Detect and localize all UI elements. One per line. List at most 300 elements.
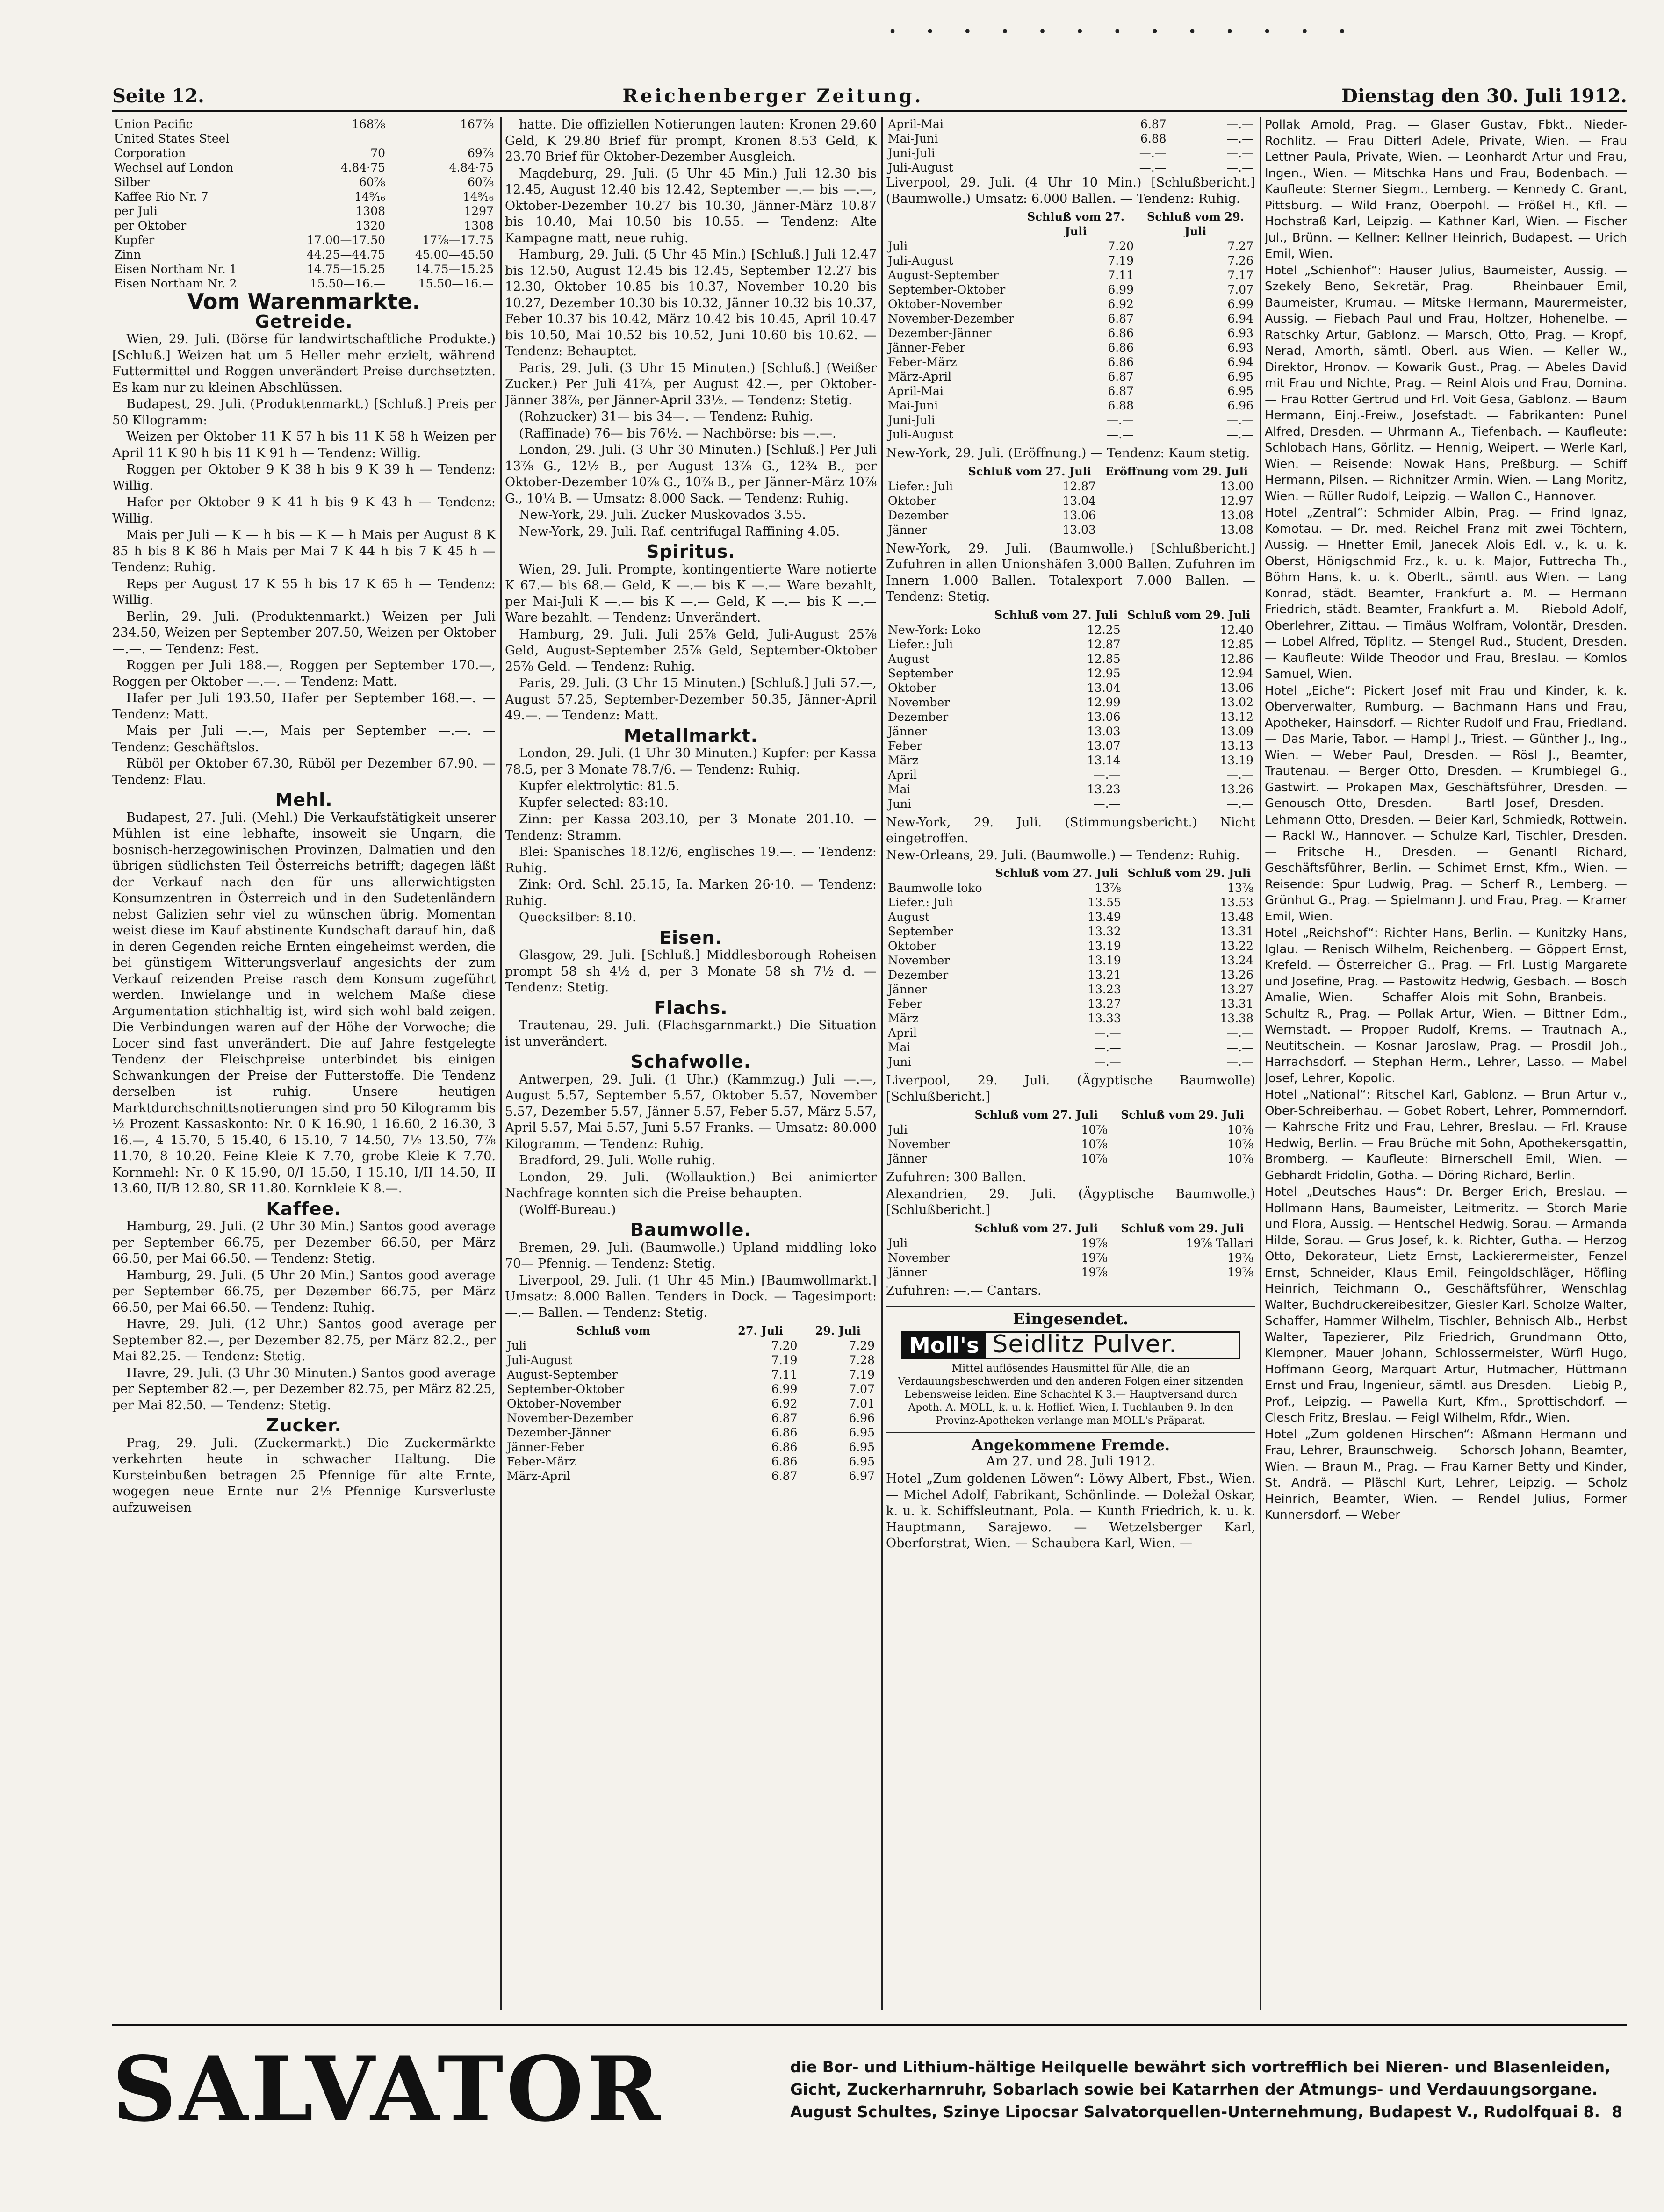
table-cell: Oktober-November <box>888 297 1002 311</box>
exchange-table <box>112 117 496 291</box>
table-cell: 12.87 <box>1087 637 1121 651</box>
table-header-cell: Schluß vom 27. Juli <box>974 1108 1098 1121</box>
heading-baumwolle: Baumwolle. <box>630 1220 751 1240</box>
table-cell: 167⅞ <box>460 117 494 131</box>
table-cell: 19⅞ <box>1081 1265 1108 1279</box>
paragraph: Zinn: per Kassa 203.10, per 3 Monate 201.10. — Tendenz: Stramm. <box>505 812 877 843</box>
table-row <box>886 508 1255 523</box>
table-cell: —.— <box>1226 1041 1253 1054</box>
newyork-stimmung-text: New-York, 29. Juli. (Stimmungsbericht.) Nicht eingetroffen. <box>886 815 1255 846</box>
issue-date: Dienstag den 30. Juli 1912. <box>1341 85 1627 107</box>
table-row <box>886 797 1255 811</box>
table-row <box>886 637 1255 652</box>
table-cell: Jänner <box>888 983 927 996</box>
table-cell: 10⅞ <box>1227 1152 1253 1165</box>
table-cell: April <box>888 1026 917 1040</box>
paragraph: Liverpool, 29. Juli. (1 Uhr 45 Min.) [Baumwollmarkt.] Umsatz: 8.000 Ballen. Tenders in Dock. — Tagesimport: —.— Ballen. — Tendenz: Stetig. <box>505 1273 877 1320</box>
table-cell: 6.88 <box>1140 132 1167 145</box>
paragraph: Wien, 29. Juli. Prompte, kontingentierte Ware notierte K 67.— bis 68.— Geld, K —.— bis K —.— Ware bezahlt, per Mai-Juli K —.— bis K —.— Geld, K —.— bis K —.— Ware bezahlt. — Tendenz: Unverändert. <box>505 562 877 625</box>
table-row <box>886 968 1255 982</box>
table-cell <box>387 131 496 146</box>
table-cell: 6.86 <box>771 1426 798 1439</box>
table-header-cell: Schluß vom 27. Juli <box>995 866 1118 880</box>
table-cell: 1320 <box>355 219 386 232</box>
table-cell: 13.08 <box>1220 508 1253 522</box>
table-cell: 7.11 <box>1108 268 1134 282</box>
table-cell: März <box>888 753 919 767</box>
table-cell: 13.00 <box>1220 479 1253 493</box>
table-row <box>886 652 1255 666</box>
table-cell: 7.19 <box>1108 254 1134 267</box>
kaffee-text <box>112 1219 496 1414</box>
table-row <box>886 768 1255 782</box>
table-cell: Juni-Juli <box>888 413 935 427</box>
table-row <box>886 623 1255 637</box>
table-row <box>505 1469 877 1483</box>
table-cell: November <box>888 1250 950 1264</box>
table-cell: September <box>888 666 953 680</box>
table-cell: 60⅞ <box>359 175 386 189</box>
paragraph: (Wolff-Bureau.) <box>519 1202 616 1217</box>
schafwolle-text <box>505 1072 877 1219</box>
table-cell: 12.25 <box>1087 623 1121 637</box>
table-header-row <box>505 1323 877 1338</box>
table-cell: 10⅞ <box>1081 1137 1108 1151</box>
table-cell: 7.27 <box>1227 239 1253 253</box>
table-cell: 4.84·75 <box>449 161 494 174</box>
table-cell: —.— <box>1226 1026 1253 1040</box>
table-cell: —.— <box>1226 768 1253 782</box>
table-header-row <box>886 865 1255 881</box>
table-row <box>886 494 1255 508</box>
salvator-logo-text: SALVATOR <box>112 2037 663 2141</box>
table-row <box>112 233 496 247</box>
table-cell: 13.06 <box>1220 681 1253 695</box>
table-row <box>505 1367 877 1382</box>
table-cell: 13.32 <box>1088 925 1121 938</box>
table-cell: Feber-März <box>507 1455 576 1468</box>
table-row <box>886 982 1255 997</box>
getreide-text <box>112 331 496 788</box>
table-cell: 15.50—16.— <box>418 277 494 290</box>
table-cell: 7.19 <box>849 1368 875 1381</box>
table-cell: Dezember <box>888 968 949 982</box>
table-cell: Union Pacific <box>114 117 193 131</box>
table-row <box>886 1040 1255 1055</box>
table-cell: Oktober <box>888 939 936 953</box>
paragraph: Magdeburg, 29. Juli. (5 Uhr 45 Min.) Juli 12.30 bis 12.45, August 12.40 bis 12.42, September —.— bis —.—, Oktober-Dezember 10.27 bis 10.30, Jänner-März 10.87 bis 10.40, Mai 10.50 bis 10.55. — Tendenz: Alte Kampagne matt, neue ruhig. <box>505 166 877 245</box>
table-cell: Liefer.: Juli <box>888 896 953 909</box>
table-cell: 13⅞ <box>1095 881 1121 895</box>
table-row <box>886 739 1255 753</box>
zucker-continued-text <box>505 117 877 540</box>
table-cell: November <box>888 695 950 709</box>
table-cell: 13.19 <box>1220 753 1253 767</box>
paragraph: Weizen per Oktober 11 K 57 h bis 11 K 58 h Weizen per April 11 K 90 h bis 11 K 91 h — Tendenz: Willig. <box>112 430 496 460</box>
paragraph: Hafer per Oktober 9 K 41 h bis 9 K 43 h — Tendenz: Willig. <box>112 495 496 526</box>
table-cell: 6.86 <box>1108 355 1134 369</box>
table-cell: Oktober-November <box>507 1397 621 1410</box>
table-cell: 12.99 <box>1087 695 1121 709</box>
table-cell: 13.27 <box>1220 983 1253 996</box>
table-header-cell <box>886 865 991 881</box>
table-cell: 13.26 <box>1220 968 1253 982</box>
print-noise: ∙ ∙ ∙ ∙ ∙ ∙ ∙ ∙ ∙ ∙ ∙ ∙ ∙ <box>888 23 1357 40</box>
table-row <box>505 1440 877 1454</box>
table-row <box>505 1411 877 1425</box>
alexandrien-text: Alexandrien, 29. Juli. (Ägyptische Baumwolle.) [Schlußbericht.] <box>886 1186 1255 1217</box>
table-cell: 6.87 <box>1108 384 1134 398</box>
table-cell: Jänner-Feber <box>888 341 965 354</box>
table-cell: 14.75—15.25 <box>306 262 386 276</box>
table-cell: 12.85 <box>1220 637 1253 651</box>
newyork-opening-text: New-York, 29. Juli. (Eröffnung.) — Tendenz: Kaum stetig. <box>886 446 1250 460</box>
table-cell: November <box>888 1137 950 1151</box>
table-row <box>886 117 1255 131</box>
table-row <box>112 247 496 262</box>
table-cell: Dezember <box>888 508 949 522</box>
heading-schafwolle: Schafwolle. <box>630 1051 751 1072</box>
table-cell: Eisen Northam Nr. 1 <box>114 262 237 276</box>
table-row <box>886 666 1255 681</box>
table-row <box>112 117 496 131</box>
table-cell: 12.40 <box>1220 623 1253 637</box>
table-cell: 6.87 <box>771 1411 798 1425</box>
heading-fremde: Angekommene Fremde. <box>886 1432 1255 1453</box>
table-header-cell: Schluß vom 29. Juli <box>1121 1108 1244 1121</box>
table-cell: 13.48 <box>1220 910 1253 924</box>
table-header-cell: Schluß vom 29. Juli <box>1146 210 1244 238</box>
table-cell: 7.28 <box>849 1353 875 1367</box>
table-cell: 6.87 <box>771 1469 798 1483</box>
table-row <box>886 253 1255 268</box>
table-header-row <box>886 209 1255 239</box>
paragraph: (Raffinade) 76— bis 76½. — Nachbörse: bis —.—. <box>519 426 836 441</box>
table-cell: April-Mai <box>888 384 944 398</box>
table-cell: —.— <box>1107 428 1134 441</box>
table-cell: 13.22 <box>1220 939 1253 953</box>
table-row <box>505 1454 877 1469</box>
table-cell: 1308 <box>355 204 386 218</box>
table-row <box>886 355 1255 369</box>
table-row <box>505 1338 877 1353</box>
table-cell: Mai-Juni <box>888 132 938 145</box>
paragraph: Mais per Juli —.—, Mais per September —.—. — Tendenz: Geschäftslos. <box>112 724 496 754</box>
table-cell: 14.75—15.25 <box>415 262 494 276</box>
column-4 <box>1265 117 1627 2010</box>
table-row <box>886 1265 1255 1279</box>
table-row <box>886 384 1255 398</box>
heading-getreide: Getreide. <box>255 311 353 332</box>
table-cell: 17⅞—17.75 <box>422 233 494 247</box>
column-2 <box>505 117 877 2010</box>
table-header-cell: Schluß vom 27. Juli <box>968 464 1091 478</box>
paragraph: Hotel „Reichshof“: Richter Hans, Berlin. — Kunitzky Hans, Iglau. — Renisch Wilhelm, Reichenberg. — Göppert Ernst, Krefeld. — Österreicher G., Prag. — Frl. Lustig Margarete und Josefine, Prag. — Pastowitz Hedwig, Gesbach. — Bosch Amalie, Wien. — Schaffer Alois mit Sohn, Branbeis. — Schultz R., Prag. — Pollak Artur, Wien. — Bittner Edm., Wernstadt. — Propper Rudolf, Krems. — Trautnach A., Neutitschein. — Kosnar Jaroslaw, Prag. — Prosdil Joh., Harrachsdorf. — Stephan Herm., Lehrer, Lasso. — Mabel Josef, Lehrer, Kopolic. <box>1265 926 1627 1085</box>
table-cell: Feber <box>888 997 922 1011</box>
table-cell: 19⅞ <box>1081 1236 1108 1250</box>
table-cell: März-April <box>507 1469 571 1483</box>
table-cell: Jänner <box>888 724 927 738</box>
table-cell: Feber <box>888 739 922 753</box>
table-cell: 12.85 <box>1087 652 1121 666</box>
table-row <box>505 1353 877 1367</box>
table-cell: 6.87 <box>1140 117 1167 131</box>
table-cell: September-Oktober <box>507 1382 625 1396</box>
table-header-cell: 27. Juli <box>738 1324 784 1337</box>
paragraph: Hafer per Juli 193.50, Hafer per September 168.—. — Tendenz: Matt. <box>112 691 496 722</box>
table-cell <box>279 131 387 146</box>
table-cell: Jänner <box>888 1152 927 1165</box>
paragraph: Hamburg, 29. Juli. (5 Uhr 20 Min.) Santos good average per September 66.75, per Dezember 66.75, per März 66.50, per Mai 66.50. — Tendenz: Ruhig. <box>112 1268 496 1315</box>
table-cell: Feber-März <box>888 355 957 369</box>
table-cell: 13.13 <box>1220 739 1253 753</box>
table-cell: 7.11 <box>771 1368 798 1381</box>
table-row <box>886 268 1255 282</box>
paragraph: Prag, 29. Juli. (Zuckermarkt.) Die Zuckermärkte verkehrten heute in schwacher Haltung. Die Kursteinbußen betragen 25 Pfennige für alte Ernte, wogegen neue Ernte nur 2½ Pfennige Kursverluste aufzuweisen <box>112 1436 496 1515</box>
table-row <box>886 895 1255 910</box>
heading-spiritus: Spiritus. <box>646 541 735 562</box>
table-cell: Kupfer <box>114 233 155 247</box>
table-cell: 12.87 <box>1062 479 1096 493</box>
paragraph: Paris, 29. Juli. (3 Uhr 15 Minuten.) [Schluß.] Juli 57.—, August 57.25, September-Dezember 50.35, Jänner-April 49.—. — Tendenz: Matt. <box>505 676 877 723</box>
table-cell: 7.20 <box>771 1339 798 1352</box>
table-header-row <box>886 607 1255 623</box>
table-cell: 7.01 <box>849 1397 875 1410</box>
table-cell: November-Dezember <box>507 1411 634 1425</box>
paragraph: Blei: Spanisches 18.12/6, englisches 19.—. — Tendenz: Ruhig. <box>505 845 877 876</box>
paragraph: Bremen, 29. Juli. (Baumwolle.) Upland middling loko 70— Pfennig. — Tendenz: Stetig. <box>505 1240 877 1271</box>
paragraph: Hotel „Eiche“: Pickert Josef mit Frau und Kinder, k. k. Oberverwalter, Rumburg. — Bachmann Hans und Frau, Apotheker, Hainsdorf. — Richter Rudolf und Frau, Friedland. — Das Marie, Tabor. — Hampl J., Triest. — Günther J., Ing., Wien. — Weber Paul, Dresden. — Rösl J., Beamter, Trautenau. — Berger Otto, Dresden. — Krumbiegel G., Gastwirt. — Prokapen Max, Geschäftsführer, Dresden. — Genousch Otto, Dresden. — Bartl Josef, Dresden. — Lehmann Otto, Dresden. — Beier Karl, Schmiedk, Rottwein. — Rackl W., Hannover. — Schulze Karl, Tischler, Dresden. — Fritsche H., Dresden. — Genantl Richard, Geschäftsführer, Berlin. — Schimet Ernst, Kfm., Wien. — Reisende: Spur Ludwig, Prag. — Scherf R., Lemberg. — Grünhut G., Prag. — Spielmann J. und Frau, Prag. — Kramer Emil, Wien. <box>1265 683 1627 924</box>
table-cell: 13⅞ <box>1227 881 1253 895</box>
section-heading-warenmarkt: Vom Warenmarkte. <box>187 289 421 314</box>
table-cell: 13.09 <box>1220 724 1253 738</box>
table-cell: 13.14 <box>1087 753 1121 767</box>
column-3 <box>886 117 1255 2010</box>
table-cell: 44.25—44.75 <box>306 248 386 261</box>
newyork-schluss-text: New-York, 29. Juli. (Baumwolle.) [Schlußbericht.] Zufuhren in allen Unionshäfen 3.000 Ballen. Zufuhren im Innern 1.000 Ballen. Totalexport 7.000 Ballen. — Tendenz: Stetig. <box>886 541 1255 604</box>
table-cell: 6.92 <box>771 1397 798 1410</box>
table-row <box>886 782 1255 797</box>
metall-text <box>505 746 877 926</box>
eisen-text <box>505 948 877 996</box>
table-cell: 13.49 <box>1088 910 1121 924</box>
table-cell: August-September <box>888 268 999 282</box>
table-cell: 168⅞ <box>352 117 386 131</box>
table-row <box>886 1122 1255 1137</box>
fremde-text: Hotel „Zum goldenen Löwen“: Löwy Albert, Fbst., Wien. — Michel Adolf, Fabrikant, Schönlinde. — Doležal Oskar, k. u. k. Schiffsleutnant, Pola. — Kunth Friedrich, k. u. k. Hauptmann, Sarajewo. — Wetzelsberger Karl, Oberforstrat, Wien. — Schaubera Karl, Wien. — <box>886 1472 1255 1551</box>
liverpool-schluss-text: Liverpool, 29. Juli. (4 Uhr 10 Min.) [Schlußbericht.] (Baumwolle.) Umsatz: 6.000 Ballen. — Tendenz: Ruhig. <box>886 175 1255 206</box>
table-cell: 6.93 <box>1227 341 1253 354</box>
table-cell: 6.95 <box>849 1455 875 1468</box>
table-cell: 13.02 <box>1220 695 1253 709</box>
table-row <box>886 413 1255 427</box>
table-cell: Jänner-Feber <box>507 1440 584 1454</box>
table-cell: Mai <box>888 1041 911 1054</box>
table-cell: 7.29 <box>849 1339 875 1352</box>
heading-mehl: Mehl. <box>275 790 333 810</box>
table-cell: Juli-August <box>507 1353 572 1367</box>
table-cell: —.— <box>1226 161 1253 174</box>
table-header-cell: Schluß vom 27. Juli <box>1027 210 1125 238</box>
liverpool-table-1-continued <box>886 117 1255 175</box>
table-row <box>886 523 1255 537</box>
paragraph: Zink: Ord. Schl. 25.15, Ia. Marken 26·10. — Tendenz: Ruhig. <box>505 877 877 908</box>
alexandrien-table <box>886 1221 1255 1279</box>
table-cell: Liefer.: Juli <box>888 479 953 493</box>
table-cell: United States Steel <box>114 132 230 145</box>
table-cell: 12.95 <box>1087 666 1121 680</box>
table-cell: 13.19 <box>1088 939 1121 953</box>
table-cell: 6.86 <box>771 1440 798 1454</box>
table-cell: September-Oktober <box>888 283 1006 296</box>
paragraph: Antwerpen, 29. Juli. (1 Uhr.) (Kammzug.) Juli —.—, August 5.57, September 5.57, Oktober 5.57, November 5.57, Dezember 5.57, Jänner 5.57, Feber 5.57, März 5.57, April 5.57, Mai 5.57, Juni 5.57 Franks. — Umsatz: 80.000 Kilogramm. — Tendenz: Ruhig. <box>505 1072 877 1151</box>
table-header-cell: Schluß vom 29. Juli <box>1127 866 1251 880</box>
table-cell: 6.99 <box>1227 297 1253 311</box>
table-cell: 6.94 <box>1227 355 1253 369</box>
table-header-cell <box>886 607 989 623</box>
table-cell: 13.55 <box>1088 896 1121 909</box>
table-cell: August <box>888 652 930 666</box>
table-cell: Juli <box>507 1339 527 1352</box>
table-cell: 13.33 <box>1088 1012 1121 1025</box>
table-cell: Kaffee Rio Nr. 7 <box>114 190 209 203</box>
newspaper-page <box>112 79 1627 2155</box>
table-cell: —.— <box>1094 1026 1121 1040</box>
table-cell: 6.88 <box>1108 399 1134 412</box>
table-cell: 1308 <box>464 219 494 232</box>
table-cell: 10⅞ <box>1227 1137 1253 1151</box>
table-row <box>886 997 1255 1011</box>
table-header-cell <box>886 464 961 479</box>
table-cell: New-York: Loko <box>888 623 981 637</box>
paragraph: Paris, 29. Juli. (3 Uhr 15 Minuten.) [Schluß.] (Weißer Zucker.) Per Juli 41⅞, per August 42.—, per Oktober-Jänner 38⅞, per Jänner-April 33½. — Tendenz: Stetig. <box>505 360 877 408</box>
table-row <box>886 160 1255 175</box>
table-cell: Dezember-Jänner <box>888 326 992 340</box>
table-header-cell <box>886 1107 963 1122</box>
table-cell: 13.03 <box>1062 523 1096 537</box>
salvator-ad-text <box>790 2056 1622 2123</box>
table-cell: Dezember-Jänner <box>507 1426 611 1439</box>
paragraph: Kupfer elektrolytic: 81.5. <box>519 779 680 793</box>
paragraph: Hamburg, 29. Juli. (2 Uhr 30 Min.) Santos good average per September 66.75, per Dezember 66.50, per März 66.50, per Mai 66.50. — Tendenz: Stetig. <box>112 1219 496 1266</box>
flachs-text <box>505 1018 877 1050</box>
table-cell: 6.96 <box>849 1411 875 1425</box>
neworleans-text: New-Orleans, 29. Juli. (Baumwolle.) — Tendenz: Ruhig. <box>886 847 1240 862</box>
table-cell: 13.23 <box>1088 983 1121 996</box>
table-cell: November <box>888 954 950 967</box>
paragraph: Budapest, 27. Juli. (Mehl.) Die Verkaufstätigkeit unserer Mühlen ist eine lebhafte, insoweit sie Ungarn, die bosnisch-herzegowinischen Provinzen, Dalmatien und den übrigen südlichsten Teil Österreichs betrifft; dagegen läßt der Verkauf nach den für uns allerwichtigsten Konsumzentren in Österreich und in den Sudetenländern nebst Galizien sehr viel zu wünschen übrig. Momentan weist diese im Kauf abstinente Kundschaft darauf hin, daß in deren Gegenden reiche Ernten eingeheimst werden, die bei günstigem Witterungsverlauf angesichts der zum Verkauf reizenden Preise rasch dem Konsum zugeführt werden. Inwielange und in welchem Maße diese Argumentation stichhaltig ist, wird sich wohl bald zeigen. Die Verbindungen waren auf der Höhe der Vorwoche; die Locer sind fast unverändert. Die auf Jahre festgelegte Tendenz der Fleischpreise unterbindet bis einigen Schwankungen der Preise der Futterstoffe. Die Tendenz derselben ist ruhig. Unsere heutigen Marktdurchschnittsnotierungen sind pro 50 Kilogramm bis ½ Prozent Kassaskonto: Nr. 0 K 16.90, 1 16.60, 2 16.30, 3 16.—, 4 15.70, 5 15.40, 6 15.10, 7 14.50, 7½ 13.50, 7⅞ 11.70, 8 10.20. Feine Kleie K 7.70, grobe Kleie K 7.70. Kornmehl: Nr. 0 K 15.90, 0/I 15.50, I 15.10, I/II 14.50, II 13.60, II/B 12.80, SR 11.80. Kornkleie K 8.—. <box>112 810 496 1196</box>
alexandrien-zufuhren: Zufuhren: —.— Cantars. <box>886 1283 1042 1298</box>
table-cell: Jänner <box>888 1265 927 1279</box>
table-cell: April <box>888 768 917 782</box>
table-cell: 10⅞ <box>1227 1123 1253 1136</box>
paragraph: Kupfer selected: 83:10. <box>519 795 669 810</box>
table-cell: 13.21 <box>1088 968 1121 982</box>
spiritus-text <box>505 562 877 724</box>
table-cell: 19⅞ <box>1081 1250 1108 1264</box>
table-row <box>886 710 1255 724</box>
table-cell: 13.04 <box>1087 681 1121 695</box>
table-cell: 13.24 <box>1220 954 1253 967</box>
paragraph: Bradford, 29. Juli. Wolle ruhig. <box>519 1153 716 1168</box>
table-row <box>886 479 1255 494</box>
table-header-cell: Schluß vom 27. Juli <box>974 1221 1098 1235</box>
table-cell: —.— <box>1139 161 1167 174</box>
paragraph: Hamburg, 29. Juli. Juli 25⅞ Geld, Juli-August 25⅞ Geld, August-September 25⅞ Geld, September-Oktober 25⅞ Geld. — Tendenz: Ruhig. <box>505 627 877 674</box>
table-cell: —.— <box>1226 146 1253 160</box>
table-cell: 6.93 <box>1227 326 1253 340</box>
table-row <box>886 881 1255 895</box>
table-cell: 12.86 <box>1220 652 1253 666</box>
salvator-copy: die Bor- und Lithium-hältige Heilquelle bewährt sich vortrefflich bei Nieren- und Blasenleiden, Gicht, Zuckerharnruhr, Sobarlach sowie bei Katarrhen der Atmungs- und Verdauungsorgane. August Schultes, Szinye Lipocsar Salvatorquellen-Unternehmung, Budapest V., Rudolfquai 8. <box>790 2058 1611 2121</box>
ad-brand: Moll's <box>902 1333 986 1358</box>
table-cell: —.— <box>1226 428 1253 441</box>
table-cell: 6.96 <box>1227 399 1253 412</box>
table-cell: 12.97 <box>1220 494 1253 508</box>
columns <box>112 117 1627 2010</box>
table-cell: 6.87 <box>1108 370 1134 383</box>
table-cell: —.— <box>1226 117 1253 131</box>
table-cell: 7.17 <box>1227 268 1253 282</box>
paragraph: Pollak Arnold, Prag. — Glaser Gustav, Fbkt., Nieder-Rochlitz. — Frau Ditterl Adele, Private, Wien. — Frau Lettner Paula, Private, Wien. — Leonhardt Artur und Frau, Ingen., Wien. — Mitschka Hans und Frau, Bodenbach. — Kaufleute: Sterner Siegm., Lemberg. — Kennedy C. Grant, Pittsburg. — Wild Franz, Oberpohl. — Frößel H., Kfl. — Hochstraß Karl, Leipzig. — Kathner Karl, Wien. — Fischer Jul., Brünn. — Kellner: Kellner Heinrich, Budapest. — Urich Emil, Wien. <box>1265 118 1627 261</box>
table-cell: —.— <box>1093 768 1121 782</box>
paragraph: Havre, 29. Juli. (12 Uhr.) Santos good average per September 82.—, per Dezember 82.75, per März 82.2., per Mai 82.25. — Tendenz: Stetig. <box>112 1317 496 1364</box>
table-cell: Dezember <box>888 710 949 724</box>
newyork-opening-table <box>886 464 1255 537</box>
moll-seidlitz-ad <box>901 1331 1240 1360</box>
table-cell: 19⅞ <box>1227 1250 1253 1264</box>
table-cell: per Oktober <box>114 219 187 232</box>
table-cell: 19⅞ Tallari <box>1186 1236 1253 1250</box>
paragraph: hatte. Die offiziellen Notierungen lauten: Kronen 29.60 Geld, K 29.80 Brief für prompt, Kronen 8.53 Geld, K 23.70 Brief für Oktober-Dezember Ausgleich. <box>505 117 877 164</box>
table-row <box>505 1382 877 1396</box>
salvator-advertisement <box>112 2024 1627 2153</box>
table-cell: —.— <box>1226 1055 1253 1069</box>
table-cell: 1297 <box>464 204 494 218</box>
table-cell: Wechsel auf London <box>114 161 234 174</box>
table-row <box>112 204 496 218</box>
ad-product: Seidlitz Pulver. <box>992 1330 1177 1358</box>
table-cell: 6.95 <box>1227 370 1253 383</box>
paragraph: Roggen per Oktober 9 K 38 h bis 9 K 39 h — Tendenz: Willig. <box>112 462 496 493</box>
table-cell: 6.87 <box>1108 312 1134 325</box>
table-header-cell: Schluß vom 27. Juli <box>994 608 1118 622</box>
table-cell: 6.92 <box>1108 297 1134 311</box>
paragraph: Berlin, 29. Juli. (Produktenmarkt.) Weizen per Juli 234.50, Weizen per September 207.50, Weizen per Oktober —.—. — Tendenz: Fest. <box>112 609 496 656</box>
table-header-row <box>886 464 1255 479</box>
table-row <box>886 939 1255 953</box>
paragraph: (Rohzucker) 31— bis 34—. — Tendenz: Ruhig. <box>519 409 814 424</box>
paragraph: Mais per Juli — K — h bis — K — h Mais per August 8 K 85 h bis 8 K 86 h Mais per Mai 7 K 44 h bis 7 K 45 h — Tendenz: Ruhig. <box>112 528 496 575</box>
paragraph: New-York, 29. Juli. Zucker Muskovados 3.55. <box>519 508 806 522</box>
table-cell: 69⅞ <box>467 146 494 160</box>
table-row <box>112 262 496 276</box>
table-cell: Baumwolle loko <box>888 881 982 895</box>
liverpool-egypt-zufuhren: Zufuhren: 300 Ballen. <box>886 1170 1027 1185</box>
table-row <box>886 1137 1255 1151</box>
heading-metallmarkt: Metallmarkt. <box>623 725 758 746</box>
table-cell: —.— <box>1226 132 1253 145</box>
table-cell: Mai-Juni <box>888 399 938 412</box>
table-cell: März-April <box>888 370 952 383</box>
paragraph: Hotel „Schienhof“: Hauser Julius, Baumeister, Aussig. — Szekely Beno, Sekretär, Prag. — Rheinbauer Emil, Baumeister, Krumau. — Mitske Hermann, Maurermeister, Aussig. — Fiebach Paul und Frau, Holtzer, Hohenelbe. — Ratschky Artur, Gablonz. — Marsch, Otto, Prag. — Kropf, Nerad, Amorth, sämtl. Oberl. aus Wien. — Keller W., Direktor, Hronov. — Kowarik Gust., Prag. — Abeles David mit Frau und Nichte, Prag. — Reinl Alois und Frau, Domina. — Frau Rotter Gertrud und Frl. Voit Gesa, Gablonz. — Baum Hermann, Einj.-Freiw., Josefstadt. — Fabrikanten: Punel Alfred, Dresden. — Uhrmann A., Tiefenbach. — Kaufleute: Schlobach Hans, Görlitz. — Hennig, Weipert. — Werle Karl, Wien. — Reisende: Nowak Hans, Preßburg. — Schiff Hermann, Pilsen. — Richnitzer Armin, Wien. — Lang Moritz, Wien. — Rüller Rudolf, Leipzig. — Wallon C., Hannover. <box>1265 263 1627 503</box>
table-cell: Juli <box>888 1123 908 1136</box>
paragraph: Rüböl per Oktober 67.30, Rüböl per Dezember 67.90. — Tendenz: Flau. <box>112 756 496 787</box>
table-cell: November-Dezember <box>888 312 1015 325</box>
paragraph: Quecksilber: 8.10. <box>519 910 636 925</box>
heading-flachs: Flachs. <box>654 997 728 1018</box>
table-cell: —.— <box>1139 146 1167 160</box>
